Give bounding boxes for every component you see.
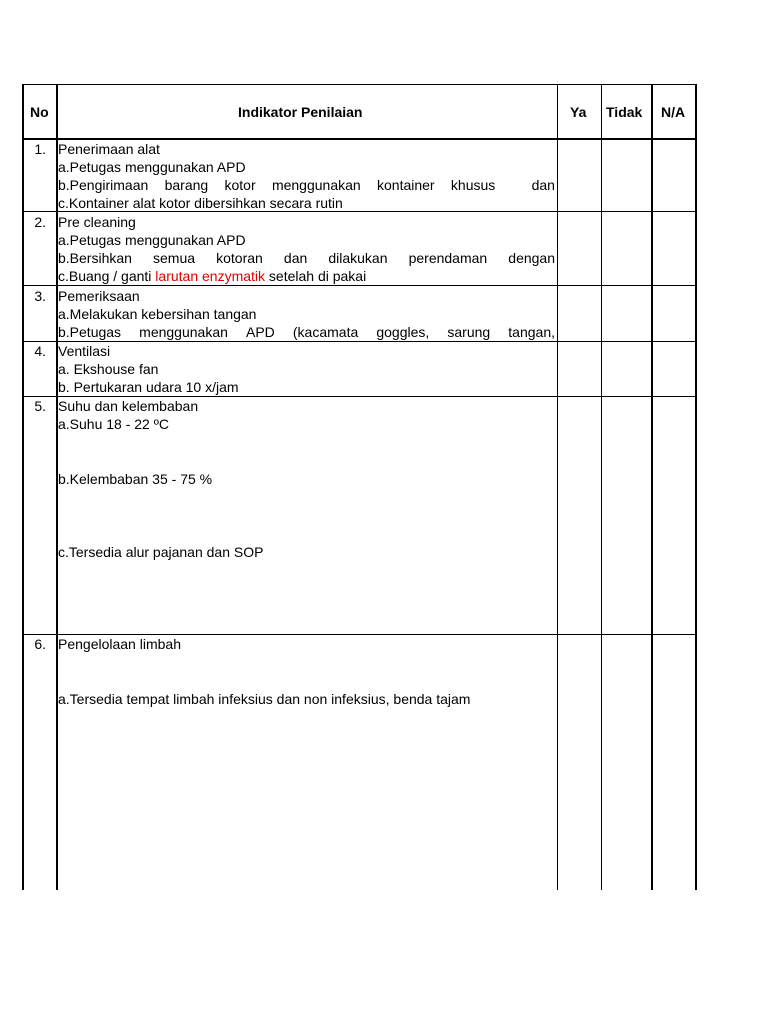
row-title: Ventilasi	[58, 343, 111, 359]
table-border-right	[695, 84, 697, 890]
highlighted-text: larutan enzymatik	[155, 268, 266, 284]
row-item: c.Kontainer alat kotor dibersihkan secara rutin	[58, 195, 343, 211]
header-indicator: Indikator Penilaian	[238, 104, 363, 120]
col-divider-na	[651, 84, 653, 890]
row-title: Pengelolaan limbah	[58, 636, 181, 652]
table-border-top	[22, 84, 697, 85]
row-item: a.Suhu 18 - 22 ºC	[58, 416, 169, 432]
row-number: 6.	[34, 636, 46, 652]
row-title: Pemeriksaan	[58, 288, 140, 304]
header-na: N/A	[661, 104, 686, 120]
row-number: 5.	[34, 398, 46, 414]
header-tidak: Tidak	[606, 104, 643, 120]
row-item-justified: b.Bersihkan semua kotoran dan dilakukan perendaman dengan	[58, 250, 555, 266]
header-no: No	[30, 104, 49, 120]
row-item-justified: b.Petugas menggunakan APD (kacamata goggles, sarung tangan,	[58, 324, 555, 340]
row-title: Suhu dan kelembaban	[58, 398, 199, 414]
row-divider-3	[22, 341, 697, 342]
header-ya: Ya	[570, 104, 587, 120]
row-item-justified: b.Pengirimaan barang kotor menggunakan kontainer khusus dan	[58, 177, 555, 193]
row-item: b. Pertukaran udara 10 x/jam	[58, 379, 239, 395]
row-number: 4.	[34, 343, 46, 359]
row-item: b.Kelembaban 35 - 75 %	[58, 471, 213, 487]
row-number: 1.	[34, 141, 46, 157]
row-number: 2.	[34, 214, 46, 230]
row-item: a.Petugas menggunakan APD	[58, 232, 246, 248]
row-item: a.Petugas menggunakan APD	[58, 159, 246, 175]
row-item: c.Buang / ganti larutan enzymatik setelah di pakai	[58, 268, 367, 284]
col-divider-tidak	[601, 84, 602, 890]
row-divider-2	[22, 285, 697, 286]
row-item: a.Melakukan kebersihan tangan	[58, 306, 257, 322]
row-title: Pre cleaning	[58, 214, 136, 230]
row-item: c.Tersedia alur pajanan dan SOP	[58, 544, 264, 560]
row-item: a.Tersedia tempat limbah infeksius dan non infeksius, benda tajam	[58, 691, 471, 707]
row-number: 3.	[34, 288, 46, 304]
table-border-left	[22, 84, 24, 890]
col-divider-ya	[557, 84, 558, 890]
row-item: a. Ekshouse fan	[58, 361, 159, 377]
row-title: Penerimaan alat	[58, 141, 160, 157]
